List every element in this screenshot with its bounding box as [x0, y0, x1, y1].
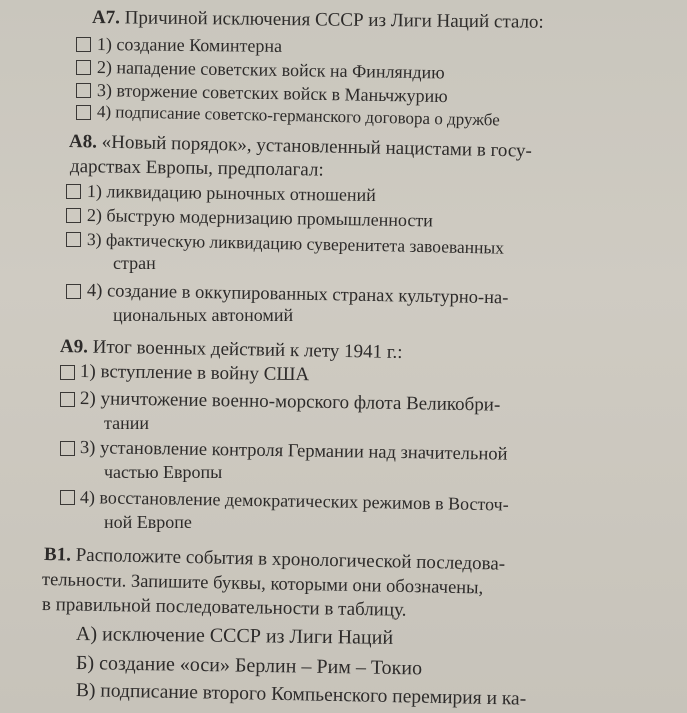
question-a7-text: Причиной исключения СССР из Лиги Наций стало: [124, 7, 544, 33]
task-b1-text-line3: в правильной последовательности в таблицу. [41, 594, 407, 621]
a8-option-1-checkbox[interactable] [66, 184, 81, 199]
a7-option-1: 1) создание Коминтерна [96, 34, 283, 56]
a9-option-3-checkbox[interactable] [60, 441, 75, 456]
b1-item-c: В) подписание второго Компьенского перемирия и ка- [75, 680, 527, 710]
a8-option-4: 4) создание в оккупированных странах культурно-на- [86, 281, 509, 309]
a8-option-1: 1) ликвидацию рыночных отношений [86, 181, 377, 206]
a8-option-4-continuation: циональных автономий [113, 305, 294, 325]
a7-option-1-checkbox[interactable] [76, 37, 91, 52]
a8-option-2: 2) быструю модернизацию промышленности [86, 205, 434, 231]
question-a7-title [92, 7, 544, 34]
a8-option-2-checkbox[interactable] [66, 208, 81, 223]
b1-item-b: Б) создание «оси» Берлин – Рим – Токио [75, 652, 423, 680]
b1-item-a: А) исключение СССР из Лиги Наций [75, 623, 394, 649]
a8-option-3: 3) фактическую ликвидацию суверенитета завоеванных [86, 229, 505, 258]
a9-option-1-checkbox[interactable] [60, 365, 75, 380]
question-a9-text: Итог военных действий к лету 1941 г.: [92, 336, 403, 363]
a9-option-4-checkbox[interactable] [60, 490, 75, 505]
a7-option-2: 2) нападение советских войск на Финляндию [96, 57, 445, 83]
a9-option-2-checkbox[interactable] [60, 392, 75, 407]
a9-option-4-continuation: ной Европе [104, 512, 192, 532]
task-b1-text-line1: Расположите события в хронологической последова- [75, 544, 506, 575]
a9-option-1: 1) вступление в войну США [79, 361, 310, 386]
task-b1-text-line2: тельности. Запишите буквы, которыми они обозначены, [41, 570, 484, 599]
question-a8-text-line1: «Новый порядок», установленный нацистами в госу- [101, 131, 533, 162]
question-a9-title [60, 336, 403, 364]
a7-option-3-checkbox[interactable] [76, 83, 91, 98]
task-b1-number: В1. [43, 544, 72, 566]
a7-option-4: 4) подписание советско-германского договора о дружбе [96, 102, 500, 130]
a9-option-3: 3) установление контроля Германии над значительной [79, 438, 508, 465]
question-a8-number: А8. [68, 131, 98, 153]
a9-option-4: 4) восстановление демократических режимов в Восточ- [79, 487, 509, 515]
a8-option-4-checkbox[interactable] [66, 284, 81, 299]
a8-option-3-checkbox[interactable] [66, 232, 81, 247]
a9-option-2-continuation: тании [104, 413, 149, 433]
a7-option-2-checkbox[interactable] [76, 60, 91, 75]
a8-option-3-continuation: стран [113, 253, 156, 273]
a9-option-3-continuation: частью Европы [104, 462, 223, 482]
question-a9-number: А9. [59, 336, 89, 358]
a9-option-2: 2) уничтожение военно-морского флота Великобри- [79, 388, 501, 416]
a7-option-4-checkbox[interactable] [76, 105, 91, 120]
a7-option-3: 3) вторжение советских войск в Маньчжурию [96, 80, 448, 107]
question-a8-text-line2: дарствах Европы, предполагал: [69, 156, 324, 181]
question-a7-number: А7. [91, 7, 121, 29]
